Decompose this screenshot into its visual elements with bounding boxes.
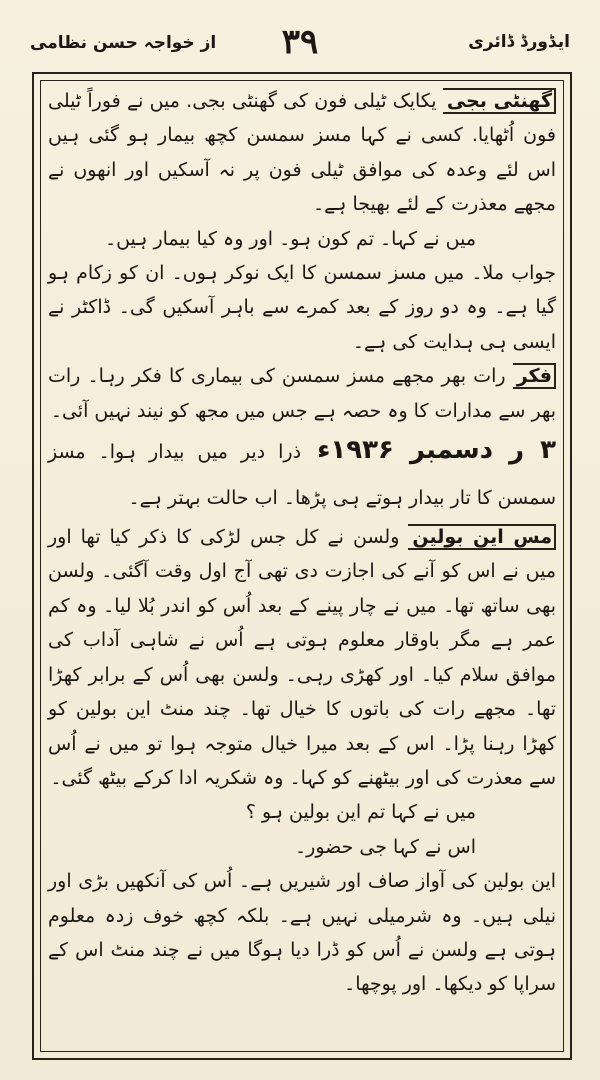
date-heading: ۳ ر دسمبر ۱۹۳۶ء bbox=[317, 435, 556, 466]
paragraph-text: رات بھر مجھے مسز سمسن کی بیماری کا فکر رہا۔ رات بھر سے مدارات کا وہ حصہ ہے جس میں مجھ کو نیند نہیں آئی۔ bbox=[48, 365, 556, 422]
side-heading-ghanti: گھنٹی بجی bbox=[443, 88, 556, 114]
book-title: ایڈورڈ ڈائری bbox=[468, 32, 570, 52]
side-heading-fikr: فکر bbox=[513, 363, 556, 389]
text-frame bbox=[32, 72, 572, 1060]
paragraph-answer: اس نے کہا جی حضور۔ bbox=[295, 835, 476, 858]
paragraph-question: میں نے کہا۔ تم کون ہو۔ اور وہ کیا بیمار ہیں۔ bbox=[104, 227, 476, 250]
paragraph-anne-boleyn bbox=[48, 520, 556, 795]
page-content bbox=[48, 84, 556, 1048]
paragraph-text: یکایک ٹیلی فون کی گھنٹی بجی. میں نے فوراً ٹیلی فون اُٹھایا. کسی نے کہا مسز سمسن کچھ بیمار ہو گئی ہیں اس لئے وعدہ کی موافق ٹیلی فون پر نہ آسکیں اور انھوں نے مجھے معذرت کے لئے بھیجا ہے۔ bbox=[48, 90, 556, 216]
paragraph-description: این بولین کی آواز صاف اور شیریں ہے۔ اُس کی آنکھیں بڑی اور نیلی ہیں۔ وہ شرمیلی نہیں ہے۔ بلکہ کچھ خوف زدہ معلوم ہوتی ہے ولسن نے اُس کو ڈرا دیا ہوگا میں نے چند منٹ اس کے سراپا کو دیکھا۔ اور پوچھا۔ bbox=[48, 870, 556, 996]
author-name: از خواجہ حسن نظامی bbox=[30, 33, 217, 53]
paragraph-ask-name: میں نے کہا تم این بولین ہو ؟ bbox=[245, 801, 476, 824]
page-header bbox=[30, 22, 570, 66]
paragraph-fikr bbox=[48, 359, 556, 428]
date-entry-text: ذرا دیر میں بیدار ہوا۔ مسز سمسن کا تار بیدار ہوتے ہی پڑھا۔ اب حالت بہتر ہے۔ bbox=[48, 441, 556, 510]
paragraph-reply: جواب ملا۔ میں مسز سمسن کا ایک نوکر ہوں۔ ان کو زکام ہو گیا ہے۔ وہ دو روز کے بعد کمرے سے باہر آسکیں گی۔ ڈاکٹر نے ایسی ہی ہدایت کی ہے۔ bbox=[48, 262, 556, 353]
paragraph-ghanti bbox=[48, 84, 556, 222]
page-number: ۳۹ bbox=[281, 22, 319, 62]
side-heading-anne-boleyn: مس این بولین bbox=[408, 524, 556, 550]
date-entry bbox=[48, 428, 556, 520]
paragraph-text: ولسن نے کل جس لڑکی کا ذکر کیا تھا اور میں نے اس کو آنے کی اجازت دی تھی آج اول وقت آگئی۔ ولسن بھی ساتھ تھا۔ میں نے چار پینے کے بعد اُس کو اندر بُلا لیا۔ وہ کم عمر ہے مگر باوقار معلوم ہوتی ہے اُس نے شاہی آداب کی موافق سلام کیا۔ اور کھڑی رہی۔ ولسن بھی اُس کے برابر کھڑا تھا۔ مجھے رات کی باتوں کا خیال تھا۔ چند منٹ این بولین کو کھڑا رہنا پڑا۔ اس کے بعد میرا خیال متوجہ ہوا تو میں نے اُس سے معذرت کی اور بیٹھنے کو کہا۔ وہ شکریہ ادا کرکے بیٹھ گئی۔ bbox=[48, 526, 556, 789]
